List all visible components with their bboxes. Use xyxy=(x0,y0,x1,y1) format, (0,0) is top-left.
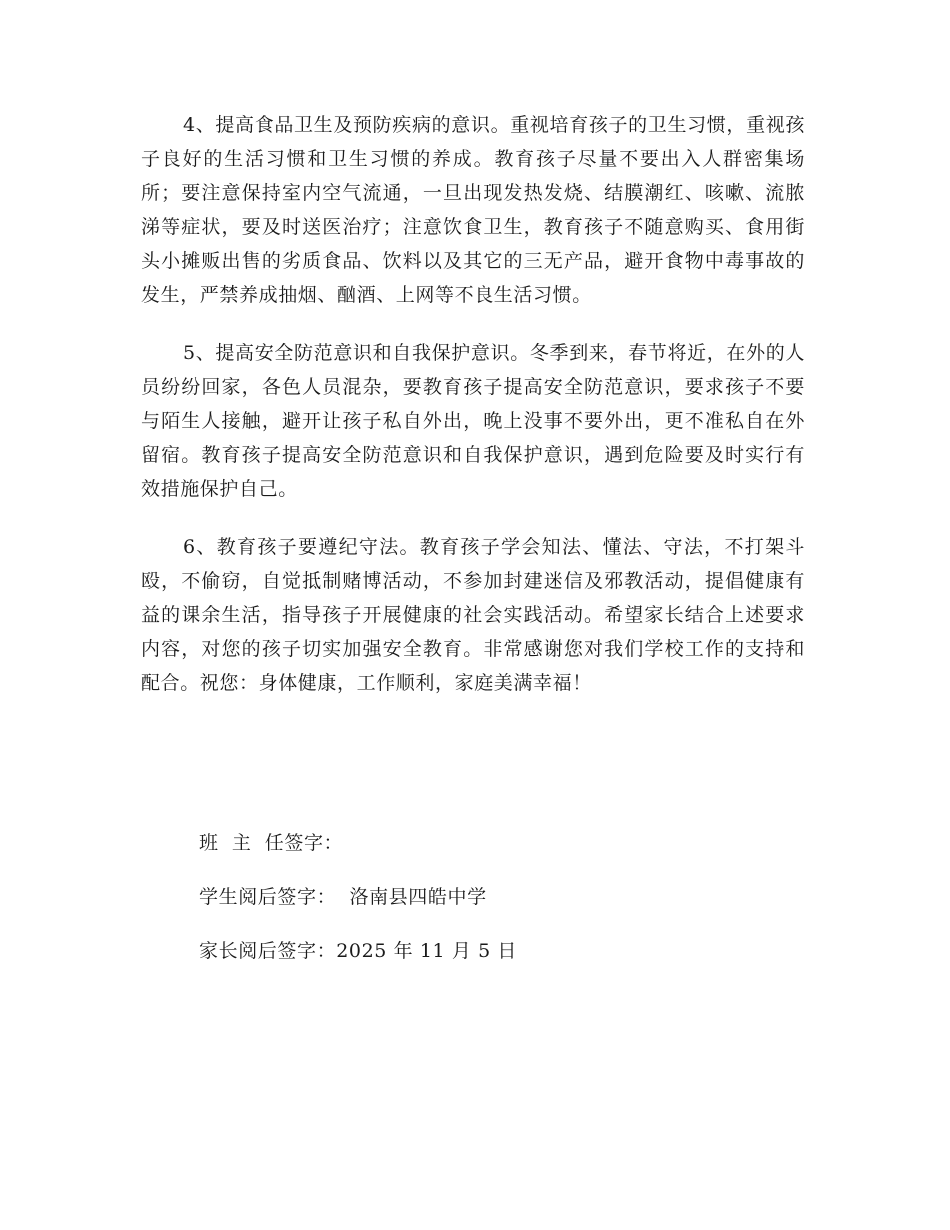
parent-signature: 家长阅后签字：2025 年 11 月 5 日 xyxy=(199,940,518,962)
head-teacher-signature: 班 主 任签字： xyxy=(199,832,344,854)
paragraph-safety-awareness: 5、提高安全防范意识和自我保护意识。冬季到来，春节将近，在外的人员纷纷回家，各色人员混杂，要教育孩子提高安全防范意识，要求孩子不要与陌生人接触，避开让孩子私自外出，晚上没事不要外出，更不准私自在外留宿。教育孩子提高安全防范意识和自我保护意识，遇到危险要及时实行有效措施保护自己。 xyxy=(141,342,805,500)
signature-block xyxy=(199,826,517,988)
paragraph-law-abiding: 6、教育孩子要遵纪守法。教育孩子学会知法、懂法、守法，不打架斗殴，不偷窃，自觉抵制赌博活动，不参加封建迷信及邪教活动，提倡健康有益的课余生活，指导孩子开展健康的社会实践活动。希望家长结合上述要求内容，对您的孩子切实加强安全教育。非常感谢您对我们学校工作的支持和配合。祝您：身体健康，工作顺利，家庭美满幸福！ xyxy=(141,536,805,694)
paragraph-food-hygiene: 4、提高食品卫生及预防疾病的意识。重视培育孩子的卫生习惯，重视孩子良好的生活习惯和卫生习惯的养成。教育孩子尽量不要出入人群密集场所；要注意保持室内空气流通，一旦出现发热发烧、结膜潮红、咳嗽、流脓涕等症状，要及时送医治疗；注意饮食卫生，教育孩子不随意购买、食用街头小摊贩出售的劣质食品、饮料以及其它的三无产品，避开食物中毒事故的发生，严禁养成抽烟、酗酒、上网等不良生活习惯。 xyxy=(141,114,805,306)
student-signature: 学生阅后签字： 洛南县四皓中学 xyxy=(199,886,487,908)
document-body xyxy=(141,108,805,724)
